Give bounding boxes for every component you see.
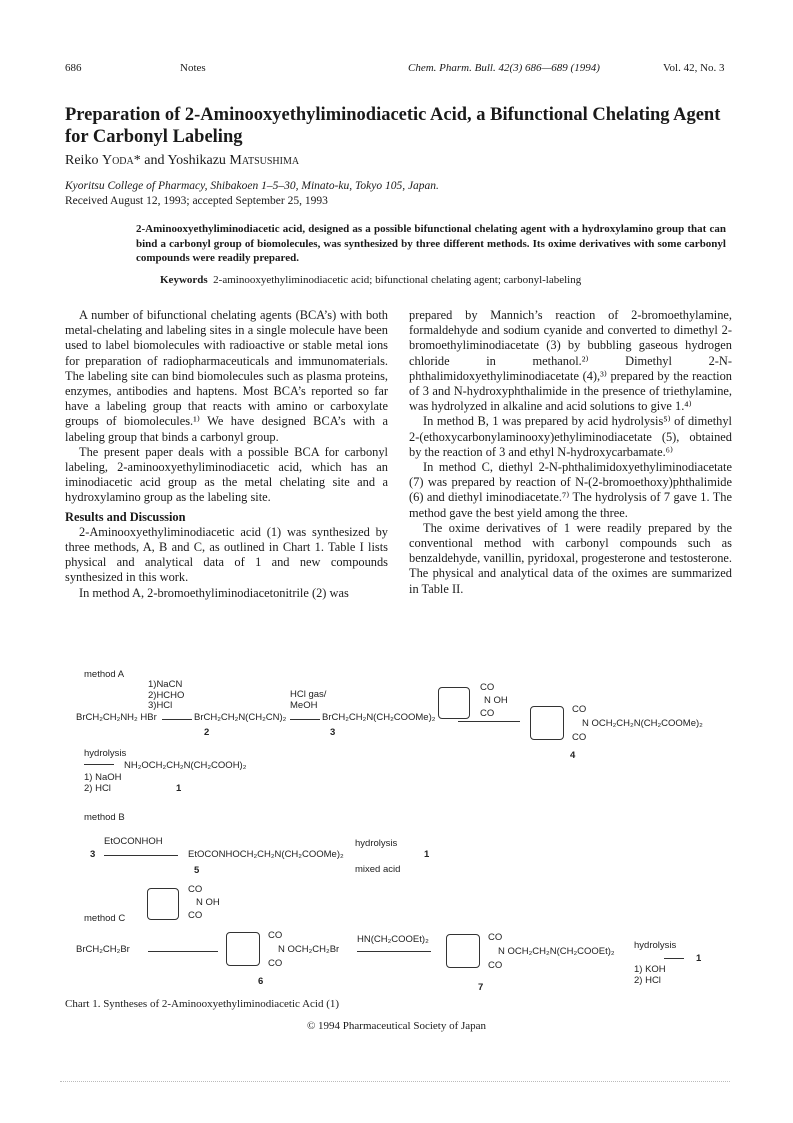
carbonyl-label: CO [488,932,503,943]
body-paragraph: The present paper deals with a possible BCA for carbonyl labeling, 2-aminooxyethyliminodiacetic acid, which has an iminodiacetic acid group as the metal chelating site and a hydroxylamino group as the labeling site. [65,444,388,505]
hydrolysis-conditions [84,773,121,794]
carbonyl-label: CO [268,930,283,941]
benzene-ring-icon [226,932,260,966]
ethyl-hydroxycarbamate: EtOCONHOH [104,836,163,847]
noh-label: N OH [196,897,220,908]
benzene-ring-icon [147,888,179,920]
method-c-label: method C [84,913,126,924]
compound-number: 1 [696,953,702,964]
abstract: 2-Aminooxyethyliminodiacetic acid, designed as a possible bifunctional chelating agent with a hydroxylamino group that can bind a carbonyl group of biomolecules, was synthesized by three different methods. Its oxime derivatives with some carbonyl compounds were readily prepared. [136,223,726,264]
reagent-line: 3)HCl [148,700,173,711]
page-number: 686 [65,62,82,74]
keywords-line [160,274,720,286]
compound-3: BrCH₂CH₂N(CH₂COOMe)₂ [322,712,436,723]
section-heading: Results and Discussion [65,509,186,524]
compound-2: BrCH₂CH₂N(CH₂CN)₂ [194,712,287,723]
noh-label: N OH [484,695,508,706]
carbonyl-label: CO [480,708,495,719]
carbonyl-label: CO [188,910,203,921]
reaction-arrow [357,951,431,952]
reaction-arrow [664,958,684,959]
right-column [409,308,732,597]
volume-label: Vol. 42, No. 3 [663,62,725,74]
reaction-arrow [162,719,192,720]
dibromoethane: BrCH₂CH₂Br [76,944,130,955]
affiliation: Kyoritsu College of Pharmacy, Shibakoen 1–5–30, Minato-ku, Tokyo 105, Japan. [65,180,439,192]
method-b-label: method B [84,812,125,823]
diethyl-iminodiacetate: HN(CH₂COOEt)₂ [357,934,429,945]
hydrolysis-conditions [634,964,666,986]
carbonyl-label: CO [572,704,587,715]
body-paragraph: 2-Aminooxyethyliminodiacetic acid (1) was synthesized by three methods, A, B and C, as outlined in Chart 1. Table I lists physical and analytical data of 1 and new compounds synthesized in this work. [65,524,388,585]
reagent-line: 2) HCl [634,975,661,986]
body-paragraph: prepared by Mannich’s reaction of 2-bromoethylamine, formaldehyde and sodium cyanide and converted to dimethyl 2-bromoethyliminodiacetate (3) by bubbling gaseous hydrogen chloride in methanol.²⁾ Dimethyl 2-N-phthalimidoxyethyliminodiacetate (4),³⁾ prepared by the reaction of 3 and N-hydroxyphthalimide in the presence of triethylamine, was hydrolyzed in alkaline and acid solutions to give 1.⁴⁾ [409,308,732,414]
body-paragraph: In method C, diethyl 2-N-phthalimidoxyethyliminodiacetate (7) was prepared by reaction of N-(2-bromoethoxy)phthalimide (6) and diethyl iminodiacetate.⁷⁾ The hydrolysis of 7 gave 1. The method gave the best yield among the three. [409,460,732,520]
reagent-line: 2)HCHO [148,689,185,701]
body-paragraph: In method A, 2-bromoethyliminodiacetonitrile (2) was [79,585,349,600]
start-material: BrCH₂CH₂NH₂ HBr [76,712,157,723]
carbonyl-label: CO [268,958,283,969]
reaction-arrow [104,855,178,856]
compound-number: 5 [194,865,200,876]
journal-citation: Chem. Pharm. Bull. 42(3) 686—689 (1994) [408,62,600,74]
reagent-line: 2) HCl [84,782,111,794]
compound-number: 3 [90,849,96,860]
compound-number: 1 [424,849,430,860]
author1-given: Reiko [65,153,99,168]
chart-caption: Chart 1. Syntheses of 2-Aminooxyethyliminodiacetic Acid (1) [65,998,340,1010]
reagent-line: HCl gas/ [290,689,327,700]
carbonyl-label: CO [480,682,495,693]
reagent-line: 1) NaOH [84,772,122,783]
hydrolysis-label: hydrolysis [84,748,127,759]
hcl-reagent [290,690,326,711]
carbonyl-label: CO [572,732,587,743]
compound-number: 2 [204,727,210,738]
author2-given: Yoshikazu [167,153,226,168]
received-dates: Received August 12, 1993; accepted September 25, 1993 [65,195,328,207]
carbonyl-label: CO [488,960,503,971]
reaction-arrow [458,721,520,722]
product-1: NH₂OCH₂CH₂N(CH₂COOH)₂ [124,760,247,771]
body-paragraph: A number of bifunctional chelating agents (BCA’s) with both metal-chelating and labeling sites in a single molecule have been used to label biomolecules with radioactive or stable metal ions for preparation of radiopharmaceuticals and immunomaterials. The labeling site can bind biomolecules such as plasma proteins, enzymes, antibodies and haptens. Most BCA’s reported so far have a labeling group that reacts with amino or carboxylate groups of biomolecules.¹⁾ We have designed BCA’s with a labeling group that binds a carbonyl group. [65,308,388,444]
keywords: 2-aminooxyethyliminodiacetic acid; bifunctional chelating agent; carbonyl-labeling [213,274,582,286]
compound-number: 7 [478,982,484,993]
author-connector: * and [133,153,165,168]
article-title: Preparation of 2-Aminooxyethyliminodiacetic Acid, a Bifunctional Chelating Agent for Carbonyl Labeling [65,105,721,147]
reagent-line: 1) KOH [634,964,666,975]
compound-number: 6 [258,976,264,987]
reaction-arrow [84,764,114,765]
carbonyl-label: CO [188,884,203,895]
compound-number: 1 [176,783,182,794]
reagent-line: 1)NaCN [148,679,183,690]
keywords-label: Keywords [160,274,208,286]
reaction-arrow [148,951,218,952]
section-label: Notes [180,62,206,74]
page-divider [60,1081,730,1082]
method-a-reagents [148,680,184,712]
compound-5: EtOCONHOCH₂CH₂N(CH₂COOMe)₂ [188,849,344,860]
benzene-ring-icon [446,934,480,968]
compound-7: N OCH₂CH₂N(CH₂COOEt)₂ [498,946,615,957]
reaction-arrow [290,719,320,720]
reagent-line: MeOH [290,699,318,711]
compound-number: 4 [570,750,576,761]
author-line [65,153,299,169]
compound-6: N OCH₂CH₂Br [278,944,340,955]
left-column [65,308,388,601]
copyright-notice: © 1994 Pharmaceutical Society of Japan [306,1020,487,1032]
benzene-ring-icon [438,687,470,719]
body-paragraph: In method B, 1 was prepared by acid hydrolysis⁵⁾ of dimethyl 2-(ethoxycarbonylaminooxy)ethyliminodiacetate (5), obtained by the reaction of 3 and ethyl N-hydroxycarbamate.⁶⁾ [409,414,732,459]
author1-family: Yoda [101,153,134,168]
hydrolysis-label: hydrolysis [355,838,398,849]
compound-4: N OCH₂CH₂N(CH₂COOMe)₂ [582,718,703,729]
hydrolysis-label: hydrolysis [634,940,677,951]
author2-family: Matsushima [229,153,300,168]
body-paragraph: The oxime derivatives of 1 were readily prepared by the conventional method with carbonyl compounds such as benzaldehyde, vanillin, pyridoxal, progesterone and testosterone. The physical and analytical data of the oximes are summarized in Table II. [409,520,732,596]
method-a-label: method A [84,669,125,680]
compound-number: 3 [330,727,336,738]
benzene-ring-icon [530,706,564,740]
mixed-acid-label: mixed acid [355,864,401,875]
